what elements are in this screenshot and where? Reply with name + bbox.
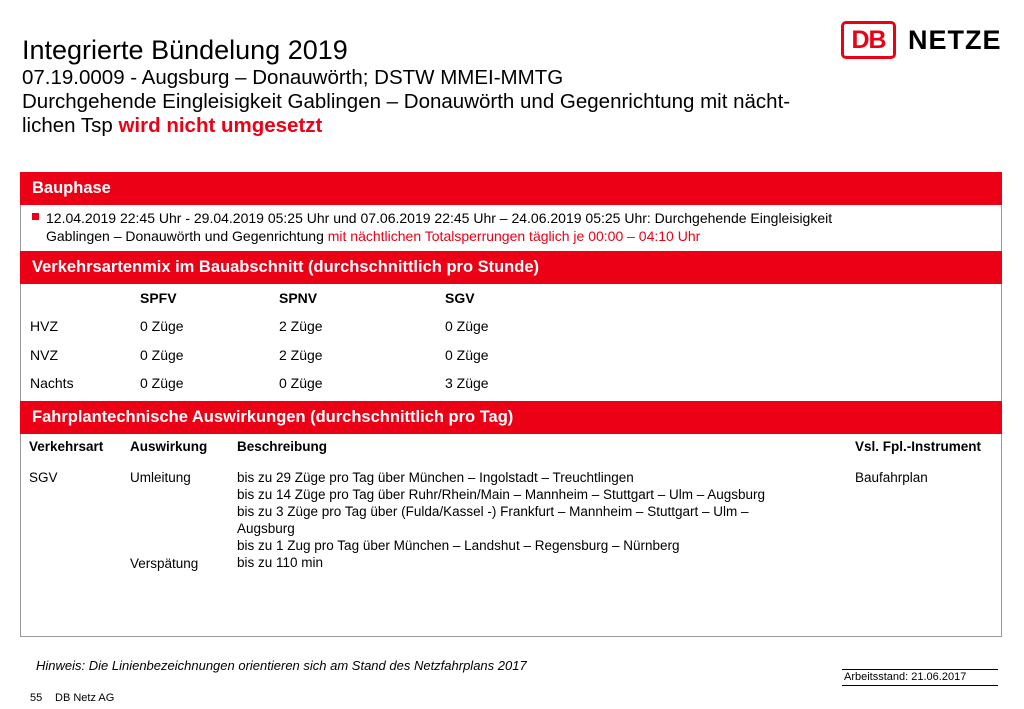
table-cell: 0 Züge <box>140 347 184 363</box>
db-logo-icon: DB <box>841 21 896 59</box>
column-header-spnv: SPNV <box>279 290 318 306</box>
db-netze-logo <box>841 21 1002 59</box>
subtitle-line-2 <box>22 114 952 138</box>
verkehrsart-value: SGV <box>29 470 58 485</box>
bauphase-bullet <box>32 209 992 245</box>
row-label-nvz: NVZ <box>30 347 58 363</box>
bauphase-line-2 <box>46 227 992 245</box>
fahrplan-header: Fahrplantechnische Auswirkungen (durchschnittlich pro Tag) <box>20 401 1002 434</box>
row-label-hvz: HVZ <box>30 318 58 334</box>
table-cell: 3 Züge <box>445 375 489 391</box>
table-cell: 0 Züge <box>140 318 184 334</box>
auswirkung-value: Verspätung <box>130 556 199 571</box>
project-id-line: 07.19.0009 - Augsburg – Donauwörth; DSTW MMEI-MMTG <box>22 66 564 89</box>
page-number: 55 <box>30 692 43 704</box>
bauphase-line-2-highlight: mit nächtlichen Totalsperrungen täglich je 00:00 – 04:10 Uhr <box>327 228 701 244</box>
auswirkung-value: Umleitung <box>130 470 191 485</box>
column-header-instrument: Vsl. Fpl.-Instrument <box>855 439 982 454</box>
beschreibung-line: bis zu 29 Züge pro Tag über München – Ingolstadt – Treuchtlingen <box>237 470 634 485</box>
table-cell: 0 Züge <box>445 318 489 334</box>
beschreibung-block <box>237 469 797 571</box>
subtitle-line: Durchgehende Eingleisigkeit Gablingen – Donauwörth und Gegenrichtung mit nächt- <box>22 90 791 113</box>
table-cell: 0 Züge <box>140 375 184 391</box>
instrument-value: Baufahrplan <box>855 470 928 485</box>
table-cell: 2 Züge <box>279 318 323 334</box>
page-title: Integrierte Bündelung 2019 <box>22 35 348 65</box>
bullet-icon <box>32 213 39 220</box>
beschreibung-line: bis zu 3 Züge pro Tag über (Fulda/Kassel -) Frankfurt – Mannheim – Stuttgart – Ulm – <box>237 504 749 519</box>
table-cell: 2 Züge <box>279 347 323 363</box>
arbeitsstand-label: Arbeitsstand: 21.06.2017 <box>842 669 998 686</box>
beschreibung-line: Augsburg <box>237 521 295 536</box>
subtitle-prefix: lichen Tsp <box>22 114 119 137</box>
title-block <box>22 34 952 138</box>
column-header-sgv: SGV <box>445 290 475 306</box>
column-header-auswirkung: Auswirkung <box>130 439 208 454</box>
status-text: wird nicht umgesetzt <box>118 114 323 137</box>
verkehrsartenmix-header: Verkehrsartenmix im Bauabschnitt (durchschnittlich pro Stunde) <box>20 251 1002 284</box>
table-cell: 0 Züge <box>445 347 489 363</box>
netze-wordmark: NETZE <box>908 24 1002 55</box>
bauphase-text <box>32 209 992 245</box>
beschreibung-line: bis zu 14 Züge pro Tag über Ruhr/Rhein/Main – Mannheim – Stuttgart – Ulm – Augsburg <box>237 487 766 502</box>
beschreibung-line: bis zu 110 min <box>237 555 324 570</box>
row-label-nachts: Nachts <box>30 375 74 391</box>
table-cell: 0 Züge <box>279 375 323 391</box>
column-header-beschreibung: Beschreibung <box>237 439 328 454</box>
hinweis-note: Hinweis: Die Linienbezeichnungen orientieren sich am Stand des Netzfahrplans 2017 <box>36 658 527 673</box>
beschreibung-line: bis zu 1 Zug pro Tag über München – Landshut – Regensburg – Nürnberg <box>237 538 680 553</box>
column-header-verkehrsart: Verkehrsart <box>29 439 104 454</box>
column-header-spfv: SPFV <box>140 290 177 306</box>
bauphase-header: Bauphase <box>20 172 1002 205</box>
bauphase-line-1: 12.04.2019 22:45 Uhr - 29.04.2019 05:25 Uhr und 07.06.2019 22:45 Uhr – 24.06.2019 05:25 Uhr: Durchgehende Eingleisigkeit <box>46 210 833 226</box>
bauphase-line-2-prefix: Gablingen – Donauwörth und Gegenrichtung <box>46 228 328 244</box>
company-name: DB Netz AG <box>55 692 115 704</box>
